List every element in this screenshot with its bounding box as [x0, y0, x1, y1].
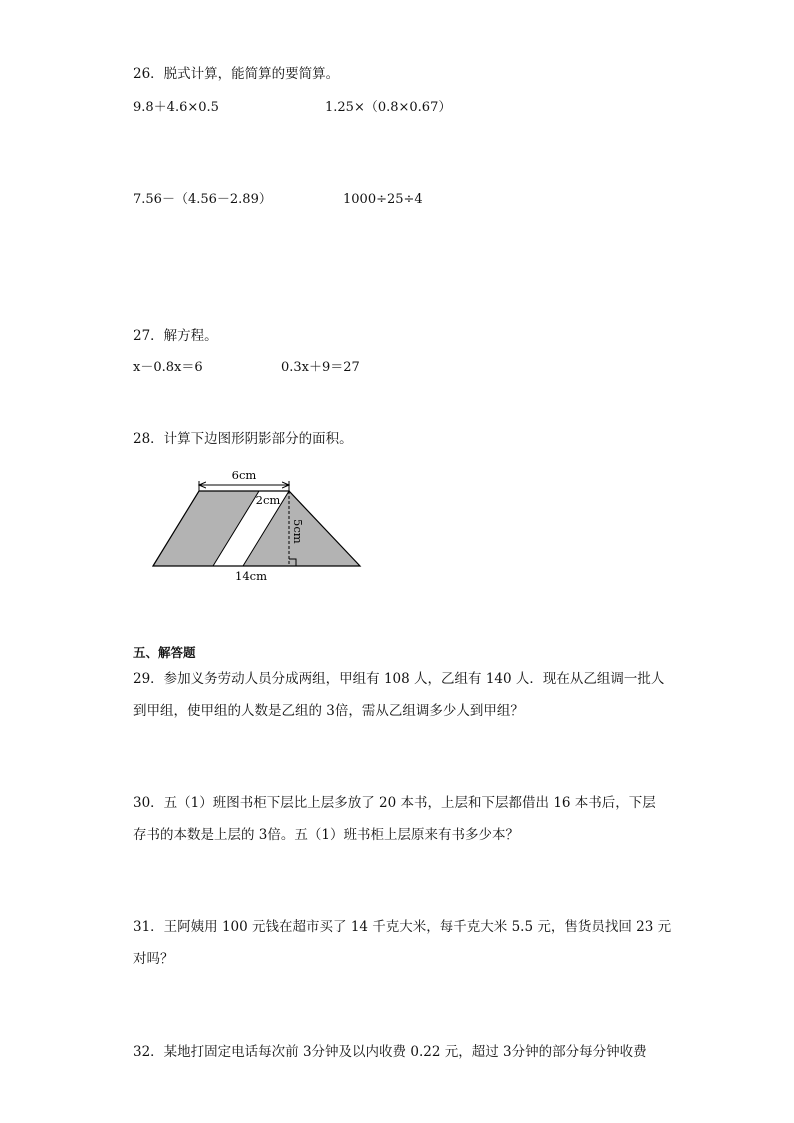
trapezoid-figure: [148, 462, 368, 587]
question-29-line-1: 29．参加义务劳动人员分成两组，甲组有 108 人，乙组有 140 人．现在从乙组调一批人: [133, 671, 665, 687]
section-5-heading: 五、解答题: [133, 645, 196, 660]
q26-expression-1: 9.8＋4.6×0.5: [133, 100, 219, 115]
question-30-line-2: 存书的本数是上层的 3倍。五（1）班书柜上层原来有书多少本？: [133, 827, 519, 843]
question-31-line-2: 对吗？: [133, 951, 174, 967]
q26-expression-2: 1.25×（0.8×0.67）: [325, 100, 452, 115]
height-label: 5cm: [291, 519, 305, 544]
question-26-title: 26．脱式计算，能简算的要简算。: [133, 66, 340, 82]
q27-equation-2: 0.3x＋9＝27: [281, 360, 360, 375]
question-31-line-1: 31．王阿姨用 100 元钱在超市买了 14 千克大米，每千克大米 5.5 元，售货员找回 23 元: [133, 919, 672, 935]
question-32-line-1: 32．某地打固定电话每次前 3分钟及以内收费 0.22 元，超过 3分钟的部分每分钟收费: [133, 1044, 647, 1060]
question-27-title: 27．解方程。: [133, 328, 218, 344]
q26-expression-3: 7.56－（4.56－2.89）: [133, 192, 272, 207]
top-length-label: 6cm: [231, 468, 257, 482]
q27-equation-1: x－0.8x＝6: [133, 360, 203, 375]
bottom-length-label: 14cm: [235, 569, 267, 583]
gap-width-label: 2cm: [255, 493, 281, 507]
question-28-title: 28．计算下边图形阴影部分的面积。: [133, 431, 353, 447]
q26-expression-4: 1000÷25÷4: [343, 192, 423, 207]
question-29-line-2: 到甲组，使甲组的人数是乙组的 3倍，需从乙组调多少人到甲组？: [133, 703, 524, 719]
question-30-line-1: 30．五（1）班图书柜下层比上层多放了 20 本书，上层和下层都借出 16 本书后，下层: [133, 795, 656, 811]
